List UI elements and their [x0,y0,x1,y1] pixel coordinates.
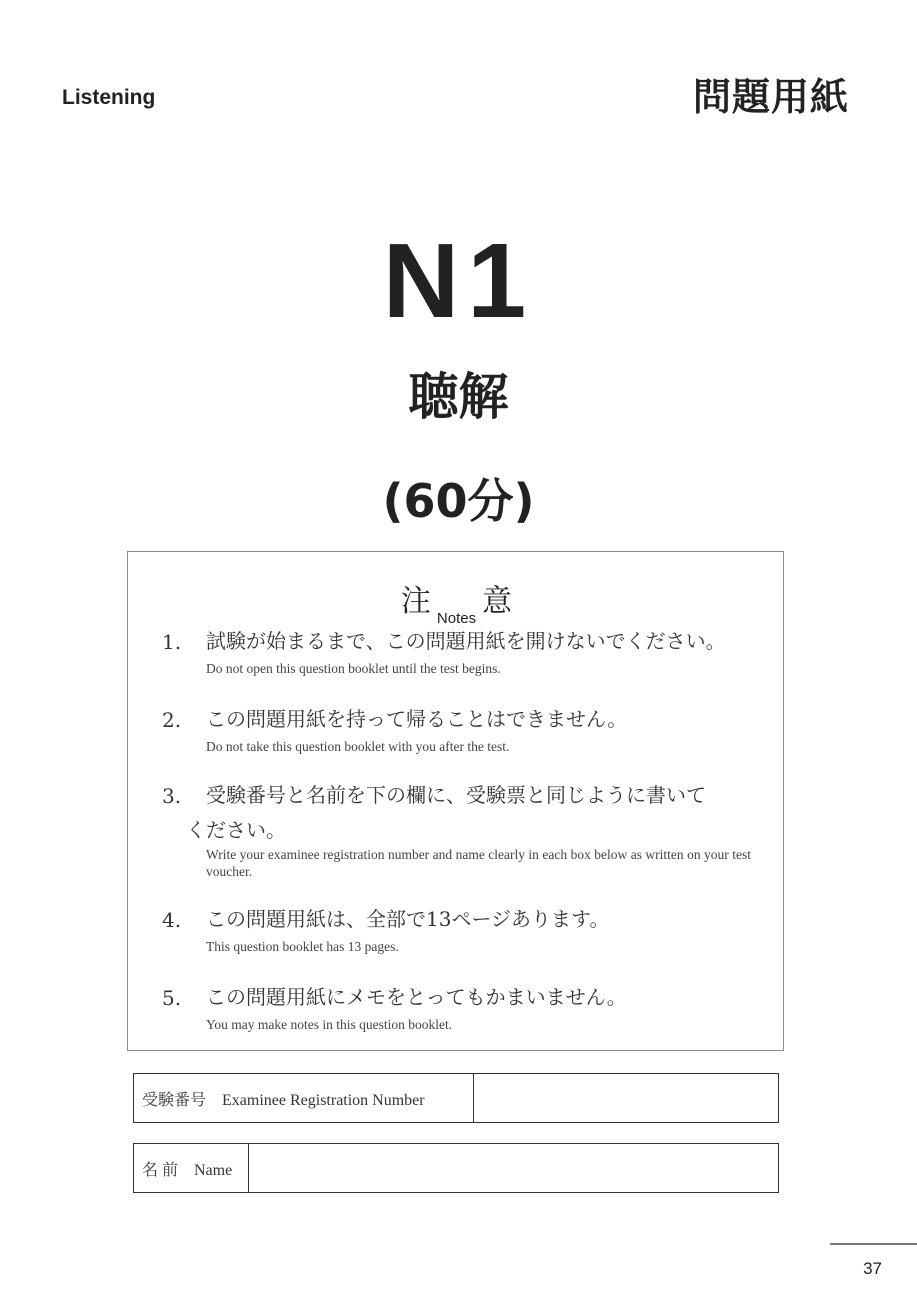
note-number: 1. [162,630,182,654]
note-japanese: この問題用紙を持って帰ることはできません。 [206,707,628,731]
page-number: 37 [863,1259,882,1278]
notes-title-left: 注 [400,584,431,619]
note-english: You may make notes in this question booklet. [206,1017,453,1032]
note-japanese: この問題用紙にメモをとってもかまいません。 [206,985,627,1009]
name-label: 名 前 Name [134,1144,249,1192]
note-japanese: 受験番号と名前を下の欄に、受験票と同じように書いて [206,783,706,807]
notes-title [128,576,785,627]
header-booklet-label: 問題用紙 [692,75,849,119]
notes-box [127,551,784,1051]
note-number: 5. [162,986,182,1010]
note-japanese: 試験が始まるまで、この問題用紙を開けないでください。 [206,629,726,653]
registration-number-label: 受験番号 Examinee Registration Number [134,1074,474,1122]
test-level-title: N1 [382,222,535,340]
test-duration: (60分) [382,474,535,528]
note-english: Do not take this question booklet with you after the test. [206,739,510,754]
note-japanese-continued: ください。 [186,818,286,842]
note-number: 4. [162,908,182,932]
notes-title-right: 意 [482,584,513,619]
note-number: 2. [162,708,182,732]
registration-number-field [133,1073,779,1123]
test-section-title: 聴解 [408,368,509,426]
note-english: Write your examinee registration number and name clearly in each box below as written on your test voucher. [206,847,751,879]
note-english: Do not open this question booklet until the test begins. [206,661,501,676]
notes-title-sub: Notes [436,610,477,627]
note-english: This question booklet has 13 pages. [206,939,399,954]
header-section-label: Listening [62,86,156,109]
name-field [133,1143,779,1193]
page-number-rule [830,1243,917,1245]
note-number: 3. [162,784,182,808]
registration-number-input[interactable] [474,1074,778,1122]
note-japanese: この問題用紙は、全部で13ページあります。 [206,907,610,931]
name-input[interactable] [249,1144,778,1192]
